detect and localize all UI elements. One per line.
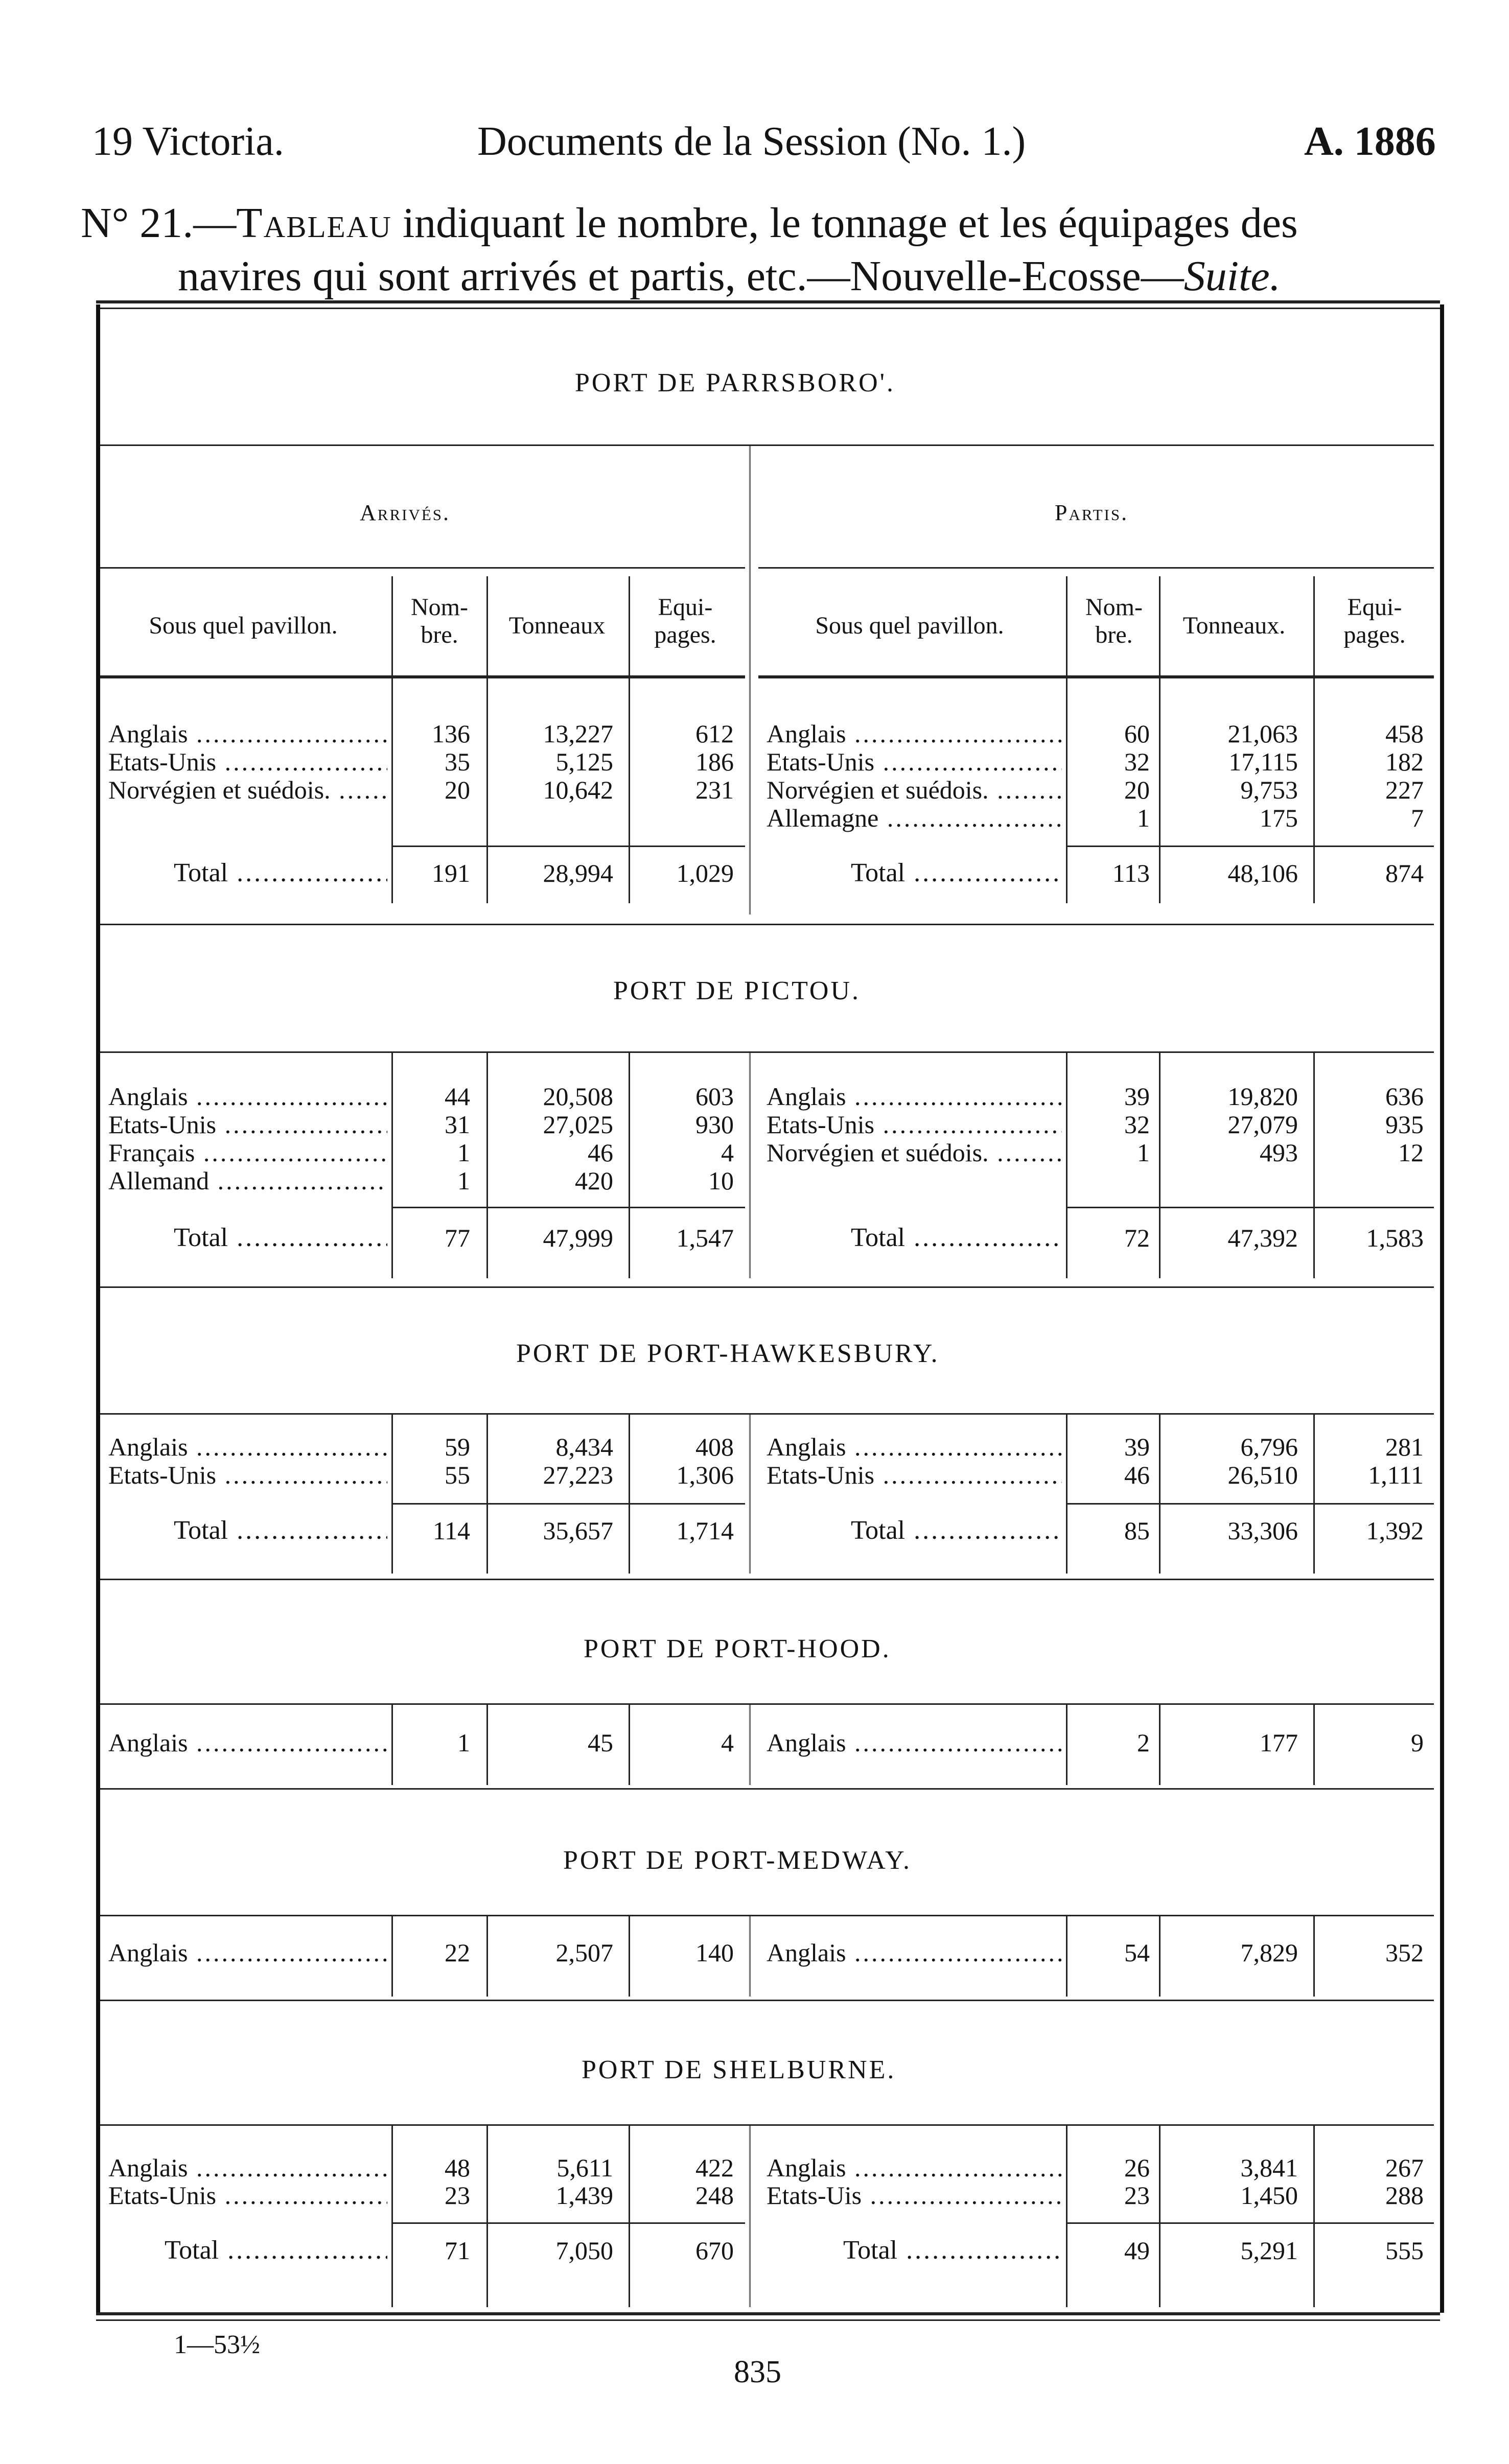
col-line: [629, 576, 630, 903]
row-nombre: 54: [1124, 1938, 1150, 1967]
total-label: Total .....: [851, 1516, 1062, 1545]
rule: [100, 1413, 1434, 1415]
row-tonneaux: 27,223: [543, 1461, 613, 1489]
total-tonneaux: 5,291: [1240, 2236, 1298, 2265]
rule: [391, 1503, 745, 1505]
header-session-year: 19 Victoria.: [92, 119, 284, 164]
row-equipages: 227: [1385, 776, 1424, 804]
col-line: [1066, 1703, 1067, 1785]
total-nombre: 113: [1112, 859, 1150, 887]
row-nombre: 39: [1124, 1082, 1150, 1111]
col-line: [629, 1703, 630, 1785]
frame-top-rule: [96, 300, 1440, 303]
row-tonneaux: 8,434: [555, 1433, 613, 1461]
row-nombre: 2: [1137, 1728, 1150, 1757]
rule: [391, 846, 745, 847]
port-hawkesbury-title: PORT DE PORT-HAWKESBURY.: [516, 1339, 940, 1368]
col-line: [1313, 1051, 1315, 1278]
total-equipages: 1,392: [1366, 1516, 1424, 1545]
total-equipages: 1,029: [676, 859, 734, 887]
total-label: Total .....: [851, 1223, 1062, 1253]
row-tonneaux: 177: [1260, 1728, 1298, 1757]
title-line1: indiquant le nombre, le tonnage et les équipages des: [391, 199, 1298, 247]
row-tonneaux: 7,829: [1240, 1938, 1298, 1967]
rule: [100, 1579, 1434, 1580]
row-tonneaux: 175: [1260, 804, 1298, 832]
col-line: [1313, 1413, 1315, 1574]
title-tableau: Tableau: [236, 199, 392, 247]
row-nombre: 44: [445, 1082, 470, 1111]
row-nombre: 46: [1124, 1461, 1150, 1489]
total-tonneaux: 7,050: [555, 2236, 613, 2265]
col-header-pavillon-arr: Sous quel pavillon.: [149, 612, 338, 639]
row-equipages: 636: [1385, 1082, 1424, 1111]
row-flag: Allemand .....: [108, 1166, 387, 1195]
rule: [1066, 1503, 1434, 1505]
port-hood-title: PORT DE PORT-HOOD.: [584, 1634, 891, 1663]
row-tonneaux: 3,841: [1240, 2153, 1298, 2182]
rule: [100, 1915, 1434, 1916]
port-shelburne-title: PORT DE SHELBURNE.: [582, 2055, 896, 2084]
row-tonneaux: 26,510: [1227, 1461, 1298, 1489]
col-line: [391, 2124, 393, 2307]
row-equipages: 422: [695, 2153, 734, 2182]
row-tonneaux: 46: [588, 1138, 613, 1167]
row-equipages: 7: [1411, 804, 1424, 832]
rule: [1066, 2222, 1434, 2224]
row-nombre: 136: [432, 719, 470, 748]
row-nombre: 23: [1124, 2181, 1150, 2210]
col-header-equipages-arr: Equi-pages.: [654, 594, 716, 648]
total-label: Total .....: [174, 1223, 387, 1253]
port-medway-title: PORT DE PORT-MEDWAY.: [563, 1846, 912, 1875]
row-flag: Anglais .....: [767, 1432, 1062, 1462]
total-tonneaux: 47,999: [543, 1224, 613, 1252]
row-equipages: 4: [721, 1138, 734, 1167]
row-tonneaux: 45: [588, 1728, 613, 1757]
row-nombre: 20: [1124, 776, 1150, 804]
col-line: [1066, 1915, 1067, 1997]
col-line: [1066, 1413, 1067, 1574]
port-pictou-title: PORT DE PICTOU.: [613, 976, 861, 1005]
col-line: [1066, 576, 1067, 903]
rule: [100, 1286, 1434, 1288]
total-label: Total .....: [174, 1516, 387, 1545]
col-line: [486, 576, 488, 903]
total-nombre: 191: [432, 859, 470, 887]
row-flag: Norvégien et suédois. .....: [767, 1138, 1062, 1167]
row-tonneaux: 19,820: [1227, 1082, 1298, 1111]
row-equipages: 267: [1385, 2153, 1424, 2182]
col-line: [391, 1915, 393, 1997]
col-line: [1066, 1051, 1067, 1278]
col-line: [629, 2124, 630, 2307]
center-divider: [749, 444, 756, 914]
row-equipages: 408: [695, 1433, 734, 1461]
row-nombre: 26: [1124, 2153, 1150, 2182]
row-flag: Anglais .....: [108, 1938, 387, 1967]
row-flag: Anglais .....: [767, 719, 1062, 748]
col-line: [486, 1915, 488, 1997]
row-flag: Etats-Unis .....: [767, 1110, 1062, 1139]
row-equipages: 352: [1385, 1938, 1424, 1967]
row-nombre: 59: [445, 1433, 470, 1461]
row-flag: Anglais .....: [767, 2153, 1062, 2183]
port-parrsboro-title: PORT DE PARRSBORO'.: [575, 368, 896, 397]
total-tonneaux: 28,994: [543, 859, 613, 887]
row-flag: Anglais .....: [767, 1082, 1062, 1111]
row-equipages: 930: [695, 1110, 734, 1139]
row-equipages: 182: [1385, 747, 1424, 776]
total-equipages: 1,714: [676, 1516, 734, 1545]
footer-signature: 1—53½: [174, 2330, 260, 2359]
row-flag: Anglais .....: [108, 1432, 387, 1462]
row-flag: Etats-Unis .....: [108, 2180, 387, 2210]
row-equipages: 140: [695, 1938, 734, 1967]
rule: [100, 1051, 1434, 1053]
total-equipages: 555: [1385, 2236, 1424, 2265]
row-nombre: 23: [445, 2181, 470, 2210]
row-flag: Etats-Unis .....: [108, 747, 387, 777]
row-nombre: 60: [1124, 719, 1150, 748]
col-header-pavillon-dep: Sous quel pavillon.: [815, 612, 1004, 639]
rule: [100, 1703, 1434, 1705]
frame-bottom-rule: [96, 2312, 1440, 2315]
rule: [100, 567, 745, 569]
col-header-nombre-arr: Nom-bre.: [411, 594, 468, 648]
row-tonneaux: 5,125: [555, 747, 613, 776]
row-tonneaux: 10,642: [543, 776, 613, 804]
row-tonneaux: 5,611: [556, 2153, 613, 2182]
row-nombre: 22: [445, 1938, 470, 1967]
table-title: [81, 197, 1460, 303]
row-nombre: 20: [445, 776, 470, 804]
rule: [100, 444, 1434, 446]
col-line: [1313, 1703, 1315, 1785]
row-nombre: 32: [1124, 747, 1150, 776]
row-tonneaux: 17,115: [1228, 747, 1298, 776]
row-tonneaux: 420: [575, 1166, 613, 1195]
col-header-tonneaux-dep: Tonneaux.: [1182, 612, 1286, 639]
col-header-nombre-dep: Nom-bre.: [1085, 594, 1143, 648]
rule: [391, 1207, 745, 1208]
center-divider: [749, 1413, 756, 1574]
row-equipages: 186: [695, 747, 734, 776]
row-tonneaux: 493: [1260, 1138, 1298, 1167]
row-tonneaux: 2,507: [555, 1938, 613, 1967]
col-line: [391, 1051, 393, 1278]
row-flag: Etats-Unis .....: [767, 747, 1062, 777]
frame-bottom-rule-inner: [96, 2319, 1440, 2321]
row-flag: Norvégien et suédois. .....: [767, 775, 1062, 805]
total-nombre: 77: [445, 1224, 470, 1252]
col-line: [391, 1703, 393, 1785]
col-line: [629, 1051, 630, 1278]
row-tonneaux: 1,450: [1240, 2181, 1298, 2210]
row-nombre: 32: [1124, 1110, 1150, 1139]
col-line: [486, 1413, 488, 1574]
title-line2: navires qui sont arrivés et partis, etc.—Nouvelle-Ecosse—: [178, 252, 1184, 300]
total-label: Total .....: [843, 2236, 1062, 2265]
row-tonneaux: 27,079: [1227, 1110, 1298, 1139]
row-flag: Allemagne .....: [767, 803, 1062, 833]
row-nombre: 1: [457, 1166, 470, 1195]
center-divider: [749, 1051, 756, 1278]
center-divider: [749, 2124, 756, 2307]
page-number: 835: [734, 2355, 781, 2389]
rule: [1066, 846, 1434, 847]
total-label: Total .....: [851, 858, 1062, 888]
row-tonneaux: 21,063: [1227, 719, 1298, 748]
col-line: [486, 1051, 488, 1278]
total-tonneaux: 35,657: [543, 1516, 613, 1545]
title-number: N° 21.—: [81, 199, 237, 247]
total-nombre: 72: [1124, 1224, 1150, 1252]
total-equipages: 1,583: [1366, 1224, 1424, 1252]
row-tonneaux: 1,439: [555, 2181, 613, 2210]
rule: [1066, 1207, 1434, 1208]
rule: [100, 1788, 1434, 1790]
center-divider: [749, 1703, 756, 1785]
total-equipages: 1,547: [676, 1224, 734, 1252]
row-flag: Norvégien et suédois. .....: [108, 775, 387, 805]
col-header-tonneaux-arr: Tonneaux: [508, 612, 606, 639]
total-tonneaux: 47,392: [1227, 1224, 1298, 1252]
col-line: [391, 1413, 393, 1574]
row-nombre: 1: [1137, 1138, 1150, 1167]
row-equipages: 612: [695, 719, 734, 748]
row-nombre: 35: [445, 747, 470, 776]
rule: [391, 2222, 745, 2224]
row-tonneaux: 27,025: [543, 1110, 613, 1139]
row-equipages: 935: [1385, 1110, 1424, 1139]
heading-arrivees: Arrivés.: [360, 500, 451, 525]
row-equipages: 248: [695, 2181, 734, 2210]
rule: [758, 567, 1434, 569]
row-equipages: 1,111: [1368, 1461, 1424, 1489]
row-flag: Etats-Uis .....: [767, 2180, 1062, 2210]
total-nombre: 114: [432, 1516, 470, 1545]
total-tonneaux: 48,106: [1227, 859, 1298, 887]
total-equipages: 670: [695, 2236, 734, 2265]
rule: [100, 2124, 1434, 2126]
rule: [100, 2000, 1434, 2001]
rule: [100, 675, 745, 678]
col-line: [1313, 1915, 1315, 1997]
rule: [758, 675, 1434, 678]
col-line: [486, 2124, 488, 2307]
col-line: [1066, 2124, 1067, 2307]
row-flag: Anglais .....: [108, 719, 387, 748]
center-divider: [749, 1915, 756, 1997]
row-flag: Anglais .....: [108, 1728, 387, 1757]
col-line: [1313, 576, 1315, 903]
row-flag: Etats-Unis .....: [108, 1110, 387, 1139]
row-nombre: 1: [457, 1728, 470, 1757]
row-equipages: 458: [1385, 719, 1424, 748]
row-flag: Etats-Unis .....: [767, 1460, 1062, 1490]
col-line: [486, 1703, 488, 1785]
total-nombre: 49: [1124, 2236, 1150, 2265]
col-line: [1313, 2124, 1315, 2307]
total-label: Total .....: [174, 858, 387, 888]
row-equipages: 9: [1411, 1728, 1424, 1757]
row-nombre: 1: [457, 1138, 470, 1167]
col-line: [629, 1413, 630, 1574]
total-nombre: 71: [445, 2236, 470, 2265]
row-tonneaux: 13,227: [543, 719, 613, 748]
row-nombre: 48: [445, 2153, 470, 2182]
title-suite: Suite.: [1183, 252, 1281, 300]
row-equipages: 603: [695, 1082, 734, 1111]
row-tonneaux: 9,753: [1240, 776, 1298, 804]
rule: [100, 924, 1434, 925]
header-document-title: Documents de la Session (No. 1.): [477, 119, 1026, 164]
total-tonneaux: 33,306: [1227, 1516, 1298, 1545]
row-tonneaux: 20,508: [543, 1082, 613, 1111]
row-flag: Etats-Unis .....: [108, 1460, 387, 1490]
col-header-equipages-dep: Equi-pages.: [1343, 594, 1406, 648]
row-flag: Anglais .....: [767, 1938, 1062, 1967]
row-equipages: 231: [695, 776, 734, 804]
table-frame: [96, 304, 1444, 2313]
col-line: [391, 576, 393, 903]
row-nombre: 31: [445, 1110, 470, 1139]
row-equipages: 10: [708, 1166, 734, 1195]
row-nombre: 1: [1137, 804, 1150, 832]
total-equipages: 874: [1385, 859, 1424, 887]
row-equipages: 12: [1398, 1138, 1424, 1167]
row-flag: Anglais .....: [108, 1082, 387, 1111]
row-equipages: 288: [1385, 2181, 1424, 2210]
row-equipages: 281: [1385, 1433, 1424, 1461]
row-equipages: 1,306: [676, 1461, 734, 1489]
row-tonneaux: 6,796: [1240, 1433, 1298, 1461]
header-year: A. 1886: [1304, 119, 1436, 164]
total-label: Total .....: [165, 2236, 387, 2265]
total-nombre: 85: [1124, 1516, 1150, 1545]
heading-partis: Partis.: [1055, 500, 1129, 525]
row-nombre: 39: [1124, 1433, 1150, 1461]
row-flag: Anglais .....: [767, 1728, 1062, 1757]
col-line: [629, 1915, 630, 1997]
row-equipages: 4: [721, 1728, 734, 1757]
row-flag: Français .....: [108, 1138, 387, 1167]
row-nombre: 55: [445, 1461, 470, 1489]
col-line: [1159, 2124, 1160, 2307]
row-flag: Anglais .....: [108, 2153, 387, 2183]
